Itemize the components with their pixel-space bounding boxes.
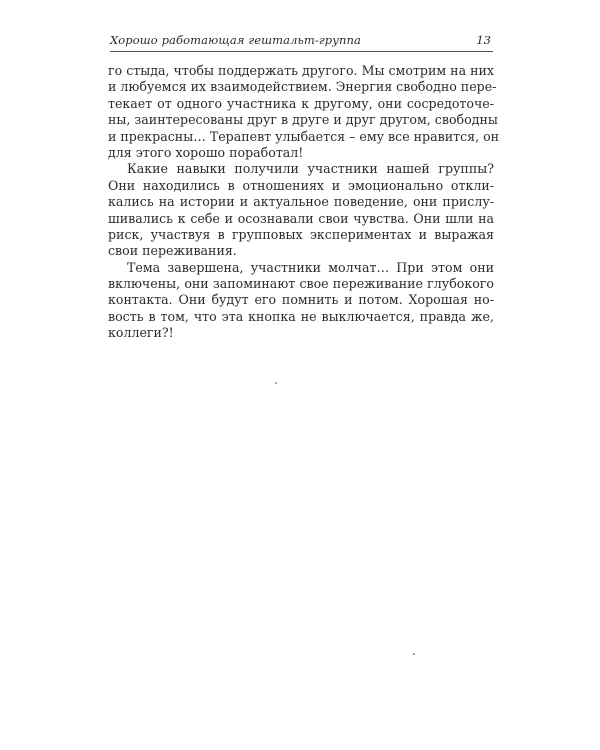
text-line: го стыда, чтобы поддержать другого. Мы смотрим на них bbox=[108, 63, 494, 78]
running-title: Хорошо работающая гештальт-группа bbox=[110, 33, 362, 47]
text-line: и любуемся их взаимодействием. Энергия свободно пере- bbox=[108, 79, 497, 95]
page-number: 13 bbox=[476, 33, 491, 47]
running-header bbox=[110, 31, 493, 52]
text-line: вость в том, что эта кнопка не выключается, правда же, bbox=[108, 308, 494, 324]
text-line: включены, они запоминают свое переживание глубокого bbox=[108, 276, 494, 292]
text-line: шивались к себе и осознавали свои чувства. Они шли на bbox=[108, 210, 494, 226]
text-line: свои переживания. bbox=[108, 243, 237, 259]
text-line: текает от одного участника к другому, они сосредоточе- bbox=[108, 95, 494, 111]
text-line: Какие навыки получили участники нашей группы? bbox=[127, 161, 494, 177]
body-text bbox=[108, 63, 500, 342]
scan-speck bbox=[413, 653, 415, 655]
text-line: Тема завершена, участники молчат… При этом они bbox=[127, 259, 494, 275]
text-line: Они находились в отношениях и эмоционально откли- bbox=[108, 177, 494, 193]
text-line: и прекрасны… Терапевт улыбается – ему все нравится, он bbox=[108, 128, 500, 144]
text-line: для этого хорошо поработал! bbox=[108, 144, 304, 160]
text-line: коллеги?! bbox=[108, 325, 174, 341]
text-line: ны, заинтересованы друг в друге и друг другом, свободны bbox=[108, 112, 498, 128]
scan-speck bbox=[275, 382, 277, 384]
text-line: кались на истории и актуальное поведение, они прислу- bbox=[108, 194, 494, 210]
text-line: риск, участвуя в групповых экспериментах и выражая bbox=[108, 226, 494, 242]
text-line: контакта. Они будут его помнить и потом. Хорошая но- bbox=[108, 292, 494, 308]
